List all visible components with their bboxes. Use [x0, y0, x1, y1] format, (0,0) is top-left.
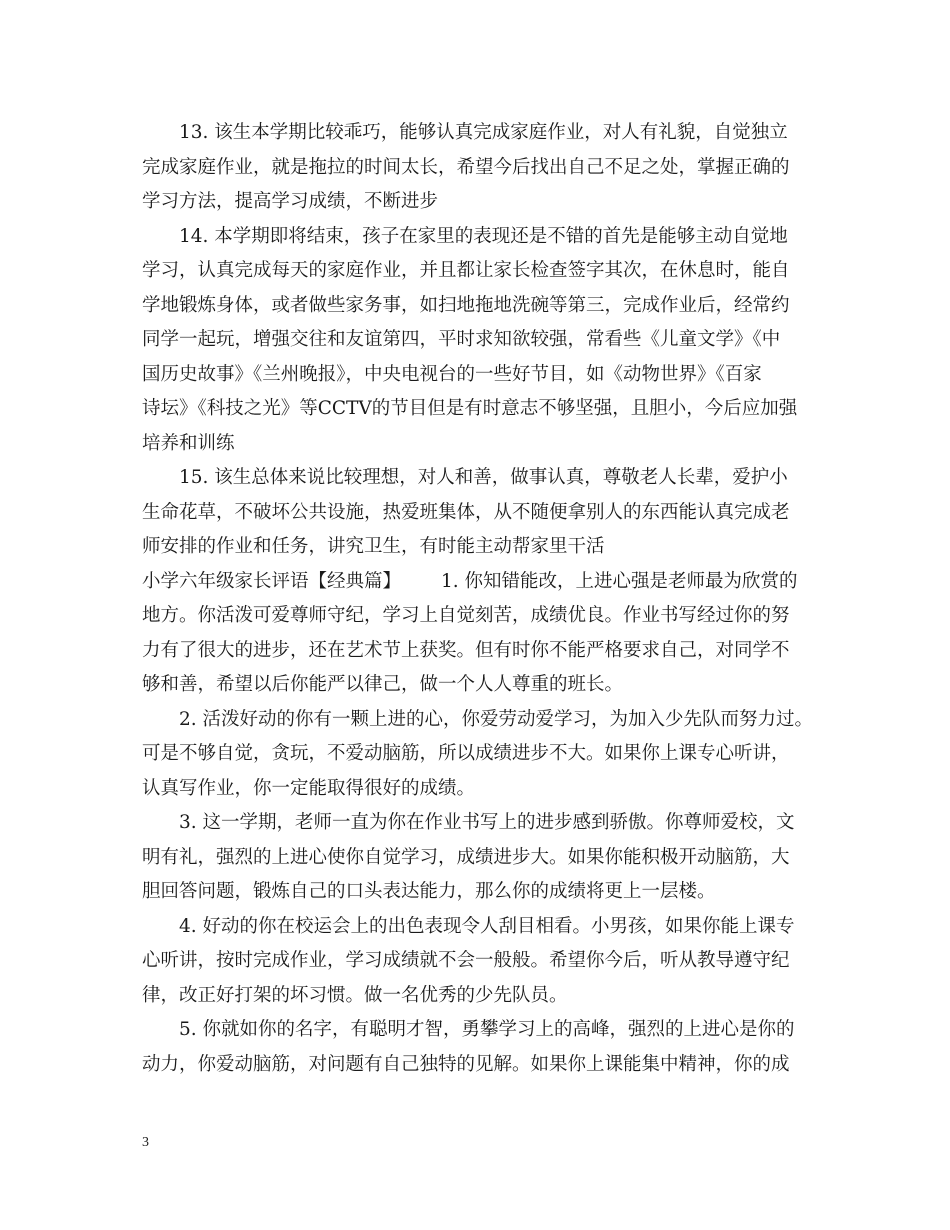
- paragraph-line: 学习方法，提高学习成绩，不断进步: [142, 191, 439, 212]
- paragraph-line: 学地锻炼身体，或者做些家务事，如扫地拖地洗碗等第三，完成作业后，经常约: [142, 294, 790, 316]
- paragraph-13: [142, 116, 822, 220]
- paragraph-line: 同学一起玩，增强交往和友谊第四，平时求知欲较强，常看些《儿童文学》《中: [142, 329, 781, 350]
- paragraph-line: 诗坛》《科技之光》等CCTV的节目但是有时意志不够坚强，且胆小，今后应加强: [142, 398, 798, 419]
- paragraph-line: 地方。你活泼可爱尊师守纪，学习上自觉刻苦，成绩优良。作业书写经过你的努: [142, 605, 790, 626]
- paragraph-line: 可是不够自觉，贪玩，不爱动脑筋，所以成绩进步不大。如果你上课专心听讲，: [142, 743, 790, 764]
- paragraph-line: 5. 你就如你的名字，有聪明才智，勇攀学习上的高峰，强烈的上进心是你的: [179, 1019, 795, 1040]
- paragraph-line: 明有礼，强烈的上进心使你自觉学习，成绩进步大。如果你能积极开动脑筋，大: [142, 846, 790, 868]
- classic-item-3: [142, 806, 822, 910]
- paragraph-line: 胆回答问题，锻炼自己的口头表达能力，那么你的成绩将更上一层楼。: [142, 881, 716, 902]
- paragraph-line: 15. 该生总体来说比较理想，对人和善，做事认真，尊敬老人长辈，爱护小: [179, 467, 788, 488]
- paragraph-line: 够和善，希望以后你能严以律己，做一个人人尊重的班长。: [142, 674, 624, 695]
- paragraph-line: 完成家庭作业，就是拖拉的时间太长，希望今后找出自己不足之处，掌握正确的: [142, 156, 790, 178]
- classic-item-2: [142, 703, 822, 807]
- paragraph-line: 14. 本学期即将结束，孩子在家里的表现还是不错的首先是能够主动自觉地: [179, 225, 788, 247]
- paragraph-line: 力有了很大的进步，还在艺术节上获奖。但有时你不能严格要求自己，对同学不: [142, 639, 790, 661]
- paragraph-line: 师安排的作业和任务，讲究卫生，有时能主动帮家里干活: [142, 536, 605, 557]
- paragraph-15: [142, 461, 822, 565]
- classic-item-5: [142, 1013, 822, 1082]
- classic-first-line: 1. 你知错能改，上进心强是老师最为欣赏的: [441, 570, 798, 592]
- classic-section: [142, 565, 822, 703]
- paragraph-line: 心听讲，按时完成作业，学习成绩就不会一般般。希望你今后，听从教导遵守纪: [142, 950, 790, 971]
- page-number: 3: [142, 1135, 149, 1150]
- paragraph-14: [142, 220, 822, 462]
- paragraph-line: 2. 活泼好动的你有一颗上进的心，你爱劳动爱学习，为加入少先队而努力过。: [179, 708, 814, 730]
- paragraph-line: 律，改正好打架的坏习惯。做一名优秀的少先队员。: [142, 984, 568, 1006]
- section-heading: 小学六年级家长评语【经典篇】: [142, 570, 402, 592]
- paragraph-line: 培养和训练: [142, 432, 235, 454]
- paragraph-line: 生命花草，不破坏公共设施，热爱班集体，从不随便拿别人的东西能认真完成老: [142, 501, 790, 523]
- paragraph-line: 学习，认真完成每天的家庭作业，并且都让家长检查签字其次，在休息时，能自: [142, 260, 790, 281]
- paragraph-line: 认真写作业，你一定能取得很好的成绩。: [142, 777, 476, 799]
- paragraph-line: 13. 该生本学期比较乖巧，能够认真完成家庭作业，对人有礼貌，自觉独立: [179, 122, 788, 143]
- paragraph-line: 3. 这一学期，老师一直为你在作业书写上的进步感到骄傲。你尊师爱校，文: [179, 812, 795, 833]
- classic-item-4: [142, 910, 822, 1014]
- paragraph-line: 4. 好动的你在校运会上的出色表现令人刮目相看。小男孩，如果你能上课专: [179, 915, 795, 937]
- paragraph-line: 国历史故事》《兰州晚报》，中央电视台的一些好节目，如《动物世界》《百家: [142, 363, 762, 385]
- paragraph-line: 动力，你爱动脑筋，对问题有自己独特的见解。如果你上课能集中精神，你的成: [142, 1053, 790, 1075]
- classic-heading-line: [142, 565, 822, 600]
- document-body: [142, 116, 822, 1082]
